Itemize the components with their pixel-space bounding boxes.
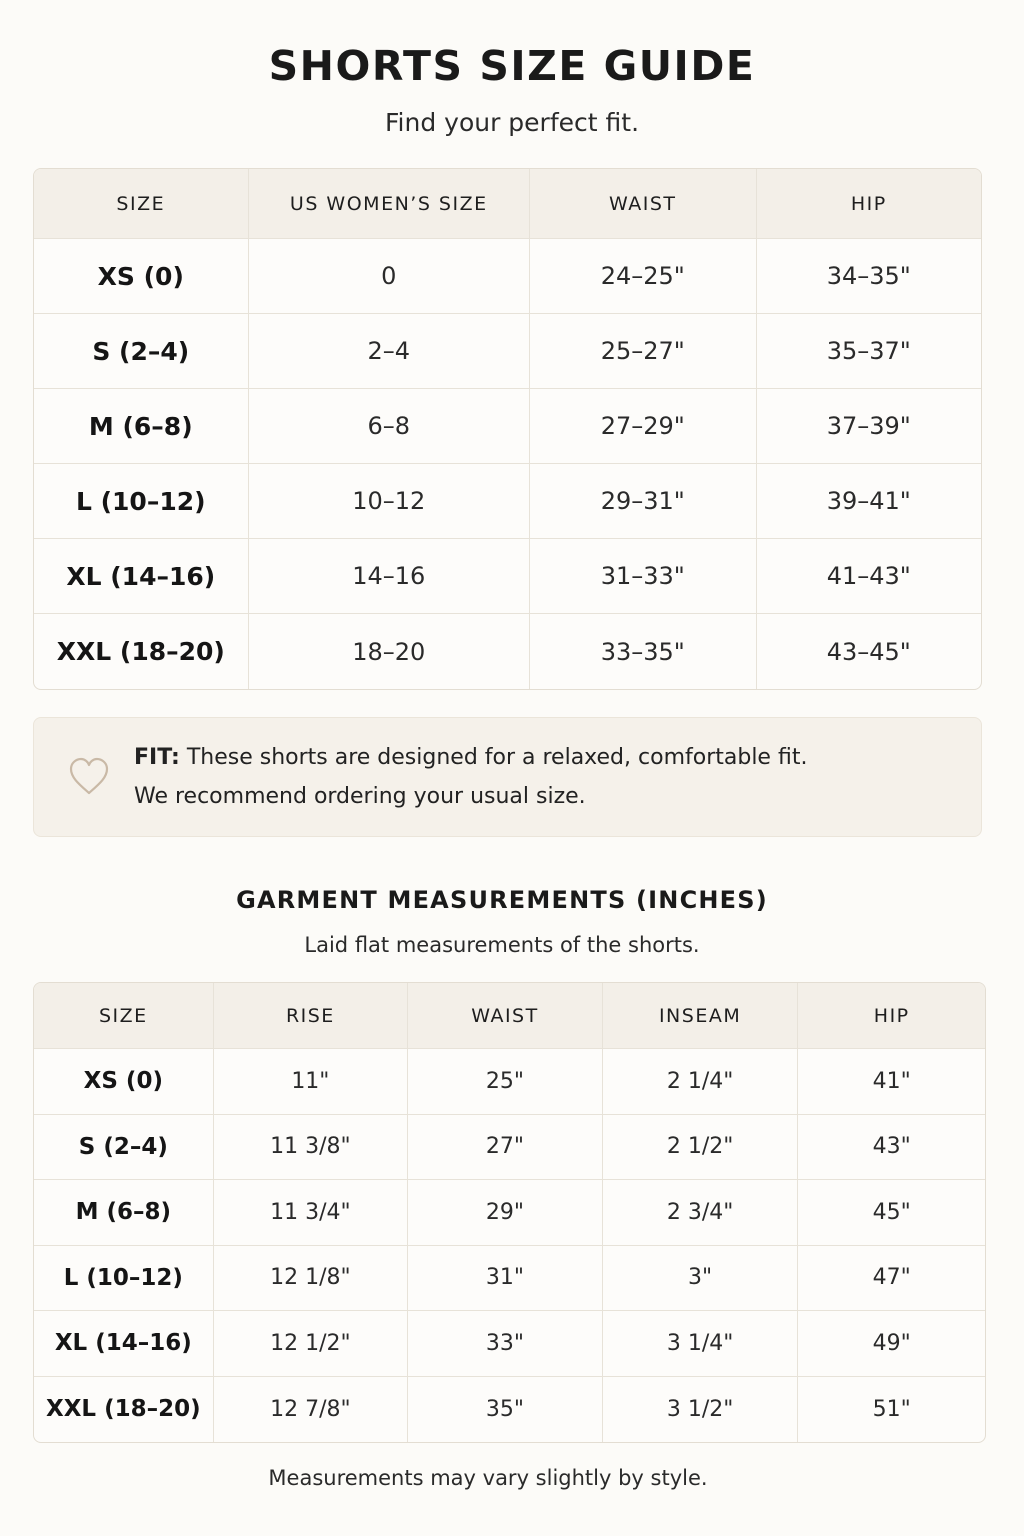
table-header-row — [34, 169, 981, 239]
column-header-inseam: INSEAM — [603, 983, 799, 1049]
size-cell: XL (14–16) — [34, 539, 249, 614]
hip-cell: 37–39" — [757, 389, 981, 464]
inseam-cell: 3 1/2" — [603, 1377, 799, 1443]
waist-cell: 33" — [408, 1311, 603, 1377]
waist-cell: 35" — [408, 1377, 603, 1443]
hip-cell: 43" — [798, 1115, 985, 1181]
size-cell: L (10–12) — [34, 464, 249, 539]
rise-cell: 12 7/8" — [214, 1377, 409, 1443]
fit-note-line-1 — [134, 745, 807, 770]
waist-cell: 29–31" — [530, 464, 757, 539]
table-header-row — [34, 983, 985, 1049]
size-cell: L (10–12) — [34, 1246, 214, 1312]
size-cell: XL (14–16) — [34, 1311, 214, 1377]
fit-label: FIT: — [134, 745, 180, 770]
hip-cell: 49" — [798, 1311, 985, 1377]
us-size-cell: 6–8 — [249, 389, 530, 464]
inseam-cell: 2 1/4" — [603, 1049, 799, 1115]
waist-cell: 33–35" — [530, 614, 757, 689]
hip-cell: 35–37" — [757, 314, 981, 389]
rise-cell: 12 1/8" — [214, 1246, 409, 1312]
table-row — [34, 464, 981, 539]
table-row — [34, 539, 981, 614]
rise-cell: 12 1/2" — [214, 1311, 409, 1377]
us-size-cell: 18–20 — [249, 614, 530, 689]
inseam-cell: 2 1/2" — [603, 1115, 799, 1181]
size-cell: M (6–8) — [34, 389, 249, 464]
section-title: GARMENT MEASUREMENTS (INCHES) — [236, 886, 768, 914]
column-header-waist: WAIST — [408, 983, 603, 1049]
waist-cell: 24–25" — [530, 239, 757, 314]
size-cell: XXL (18–20) — [34, 1377, 214, 1443]
table-row — [34, 614, 981, 689]
page-title: SHORTS SIZE GUIDE — [268, 42, 756, 90]
size-cell: S (2–4) — [34, 314, 249, 389]
footnote: Measurements may vary slightly by style. — [268, 1466, 708, 1490]
table-row — [34, 1377, 985, 1443]
fit-note — [33, 717, 982, 837]
waist-cell: 27" — [408, 1115, 603, 1181]
size-cell: XS (0) — [34, 239, 249, 314]
page-subtitle: Find your perfect fit. — [384, 108, 640, 137]
inseam-cell: 2 3/4" — [603, 1180, 799, 1246]
column-header-hip: HIP — [757, 169, 981, 239]
table-row — [34, 1246, 985, 1312]
waist-cell: 29" — [408, 1180, 603, 1246]
column-header-size: SIZE — [34, 169, 249, 239]
column-header-us-womens-size: US WOMEN’S SIZE — [249, 169, 530, 239]
table-row — [34, 1115, 985, 1181]
table-row — [34, 1180, 985, 1246]
table-row — [34, 389, 981, 464]
hip-cell: 45" — [798, 1180, 985, 1246]
size-chart-table — [33, 168, 982, 690]
table-row — [34, 1049, 985, 1115]
size-cell: XXL (18–20) — [34, 614, 249, 689]
waist-cell: 25" — [408, 1049, 603, 1115]
us-size-cell: 10–12 — [249, 464, 530, 539]
rise-cell: 11 3/4" — [214, 1180, 409, 1246]
hip-cell: 41" — [798, 1049, 985, 1115]
waist-cell: 27–29" — [530, 389, 757, 464]
table-row — [34, 314, 981, 389]
rise-cell: 11" — [214, 1049, 409, 1115]
fit-note-line-2: We recommend ordering your usual size. — [134, 784, 586, 809]
column-header-waist: WAIST — [530, 169, 757, 239]
heart-outline-icon — [68, 756, 110, 798]
column-header-rise: RISE — [214, 983, 409, 1049]
us-size-cell: 2–4 — [249, 314, 530, 389]
inseam-cell: 3 1/4" — [603, 1311, 799, 1377]
waist-cell: 25–27" — [530, 314, 757, 389]
table-row — [34, 1311, 985, 1377]
hip-cell: 43–45" — [826, 637, 911, 666]
garment-measurements-table — [33, 982, 986, 1443]
hip-cell: 39–41" — [757, 464, 981, 539]
size-cell: S (2–4) — [34, 1115, 214, 1181]
hip-cell: 41–43" — [757, 539, 981, 614]
size-cell: XS (0) — [34, 1049, 214, 1115]
inseam-cell: 3" — [603, 1246, 799, 1312]
column-header-hip: HIP — [798, 983, 985, 1049]
table-row — [34, 239, 981, 314]
column-header-size: SIZE — [34, 983, 214, 1049]
us-size-cell: 0 — [249, 239, 530, 314]
fit-note-text-1: These shorts are designed for a relaxed, comfortable fit. — [186, 745, 808, 770]
rise-cell: 11 3/8" — [214, 1115, 409, 1181]
size-cell: M (6–8) — [34, 1180, 214, 1246]
waist-cell: 31–33" — [530, 539, 757, 614]
hip-cell: 51" — [872, 1396, 911, 1422]
hip-cell: 34–35" — [757, 239, 981, 314]
hip-cell: 47" — [798, 1246, 985, 1312]
us-size-cell: 14–16 — [249, 539, 530, 614]
waist-cell: 31" — [408, 1246, 603, 1312]
section-subtitle: Laid flat measurements of the shorts. — [304, 933, 700, 957]
